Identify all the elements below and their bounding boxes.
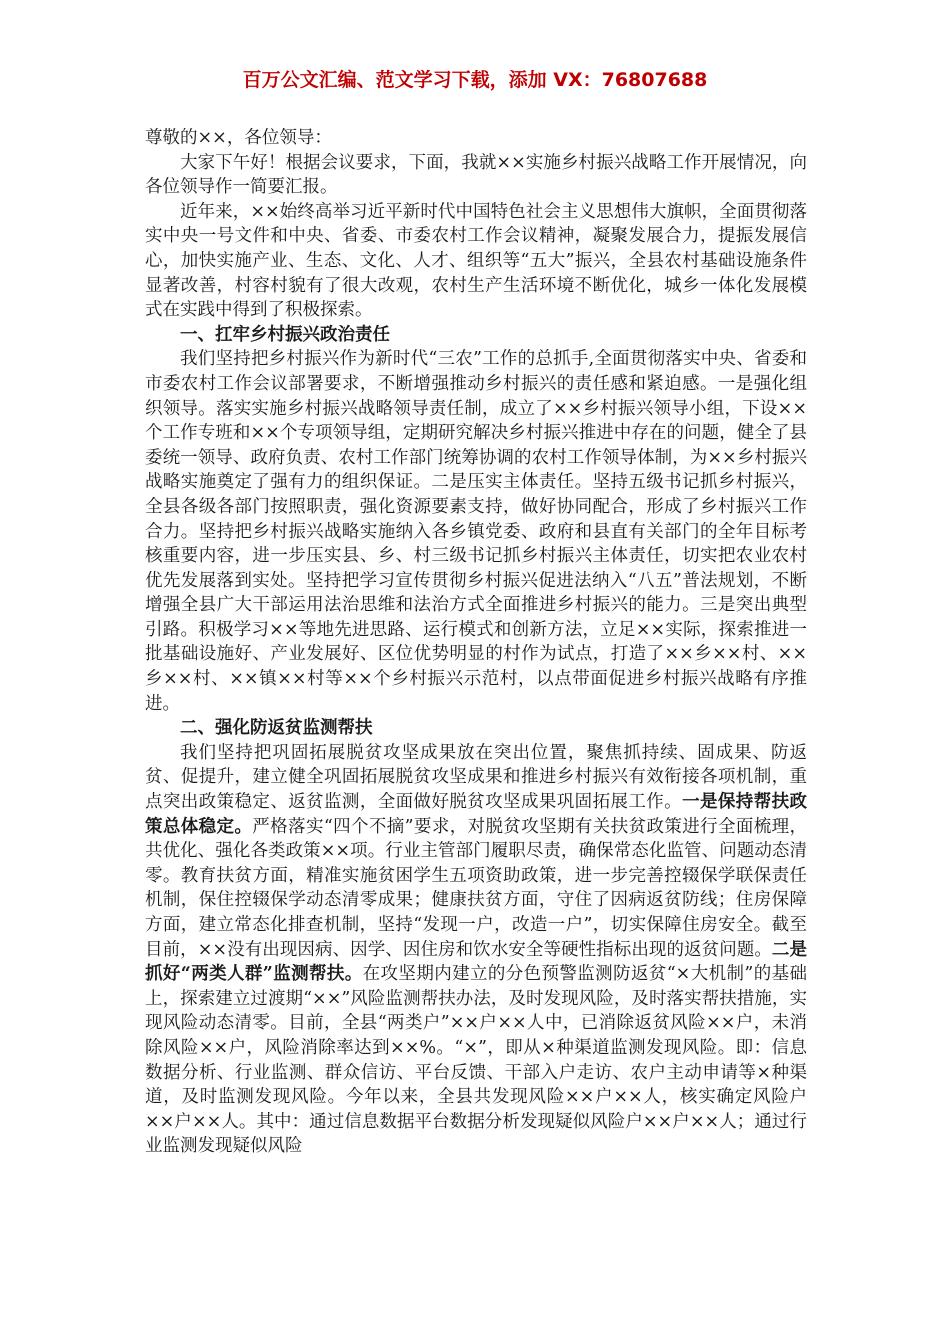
point-1-title: 一是保持帮扶政策总体稳定。 — [145, 792, 808, 837]
overview-paragraph: 近年来，××始终高举习近平新时代中国特色社会主义思想伟大旗帜，全面贯彻落实中央一号文件和中央、省委、市委农村工作会议精神，凝聚发展合力，提振发展信心，加快实施产业、生态、文化、人才、组织等“五大”振兴，全县农村基础设施条件显著改善，村容村貌有了很大改观，农村生产生活环境不断优化，城乡一体化发展模式在实践中得到了积极探索。 — [145, 201, 807, 321]
section-2-paragraph — [145, 741, 807, 1159]
watermark-banner: 百万公文汇编、范文学习下载，添加 VX：76807688 — [242, 69, 708, 91]
intro-paragraph: 大家下午好！根据会议要求，下面，我就××实施乡村振兴战略工作开展情况，向各位领导作一简要汇报。 — [145, 152, 807, 198]
salutation: 尊敬的××，各位领导： — [145, 128, 332, 148]
point-1-body: 严格落实“四个不摘”要求，对脱贫攻坚期有关扶贫政策进行全面梳理，共优化、强化各类政策××项。行业主管部门履职尽责，确保常态化监管、问题动态清零。教育扶贫方面，精准实施贫困学生五项资助政策，进一步完善控辍保学联保责任机制，保住控辍保学动态清零成果；健康扶贫方面，守住了因病返贫防线；住房保障方面，建立常态化排查机制，坚持“发现一户，改造一户”，切实保障住房安全。截至目前，××没有出现因病、因学、因住房和饮水安全等硬性指标出现的返贫问题。 — [145, 816, 807, 960]
section-heading-1: 一、扛牢乡村振兴政治责任 — [180, 324, 390, 345]
point-2-body: 在攻坚期内建立的分色预警监测防返贫“×大机制”的基础上，探索建立过渡期“××”风险监测帮扶办法，及时发现风险，及时落实帮扶措施，实现风险动态清零。目前，全县“两类户”××户××人中，已消除返贫风险××户，未消除风险××户，风险消除率达到××%。“×”，即从×种渠道监测发现风险。即：信息数据分析、行业监测、群众信访、平台反馈、干部入户走访、农户主动申请等×种渠道，及时监测发现风险。今年以来，全县共发现风险××户××人，核实确定风险户××户××人。其中：通过信息数据平台数据分析发现疑似风险户××户××人；通过行业监测发现疑似风险 — [145, 964, 807, 1157]
section-heading-2: 二、强化防返贫监测帮扶 — [180, 718, 373, 739]
document-body — [145, 126, 807, 1159]
section-1-paragraph: 我们坚持把乡村振兴作为新时代“三农”工作的总抓手,全面贯彻落实中央、省委和市委农村工作会议部署要求，不断增强推动乡村振兴的责任感和紧迫感。一是强化组织领导。落实实施乡村振兴战略领导责任制，成立了××乡村振兴领导小组，下设××个工作专班和××个专项领导组，定期研究解决乡村振兴推进中存在的问题，健全了县委统一领导、政府负责、农村工作部门统筹协调的农村工作领导体制，为××乡村振兴战略实施奠定了强有力的组织保证。二是压实主体责任。坚持五级书记抓乡村振兴，全县各级各部门按照职责，强化资源要素支持，做好协同配合，形成了乡村振兴工作合力。坚持把乡村振兴战略实施纳入各乡镇党委、政府和县直有关部门的全年目标考核重要内容，进一步压实县、乡、村三级书记抓乡村振兴主体责任，切实把农业农村优先发展落到实处。坚持把学习宣传贯彻乡村振兴促进法纳入“八五”普法规划，不断增强全县广大干部运用法治思维和法治方式全面推进乡村振兴的能力。三是突出典型引路。积极学习××等地先进思路、运行模式和创新方法，立足××实际，探索推进一批基础设施好、产业发展好、区位优势明显的村作为试点，打造了××乡××村、××乡××村、××镇××村等××个乡村振兴示范村，以点带面促进乡村振兴战略有序推进。 — [145, 349, 807, 714]
point-2-title: 二是抓好“两类人群”监测帮扶。 — [145, 939, 807, 985]
section-2-lead: 我们坚持把巩固拓展脱贫攻坚成果放在突出位置，聚焦抓持续、固成果、防返贫、促提升，建立健全巩固拓展脱贫攻坚成果和推进乡村振兴有效衔接各项机制，重点突出政策稳定、返贫监测，全面做好脱贫攻坚成果巩固拓展工作。 — [145, 742, 807, 813]
